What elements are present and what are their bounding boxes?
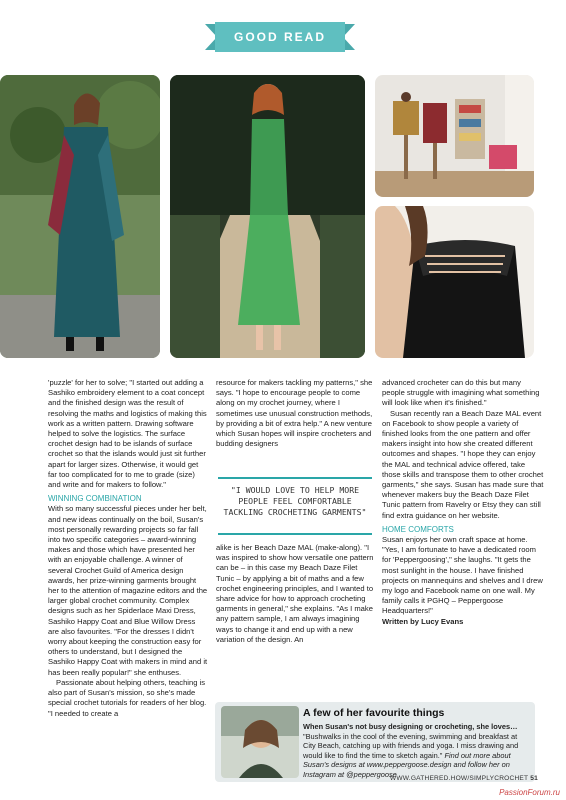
- section-banner: [205, 22, 355, 52]
- subhead-winning-combination: WINNING COMBINATION: [48, 494, 142, 504]
- article-column-2: [216, 378, 376, 449]
- byline: Written by Lucy Evans: [382, 616, 464, 626]
- column3-paragraph-2: Susan recently ran a Beach Daze MAL event on Facebook to show people a variety of finished looks from the one pattern and offer makers insight into how she created different outcomes and shapes. "I hope they can enjoy the MAL and technical advice offered, take those skills and transpose them to other crochet garments," she says. Susan has made sure that whenever makers buy the Beach Daze Filet Tunic pattern from Ravelry or Etsy they can still find extra guidance on her website.: [382, 408, 544, 520]
- article-column-2-continued: [216, 543, 376, 645]
- pull-quote: "I WOULD LOVE TO HELP MORE PEOPLE FEEL COMFORTABLE TACKLING CROCHETING GARMENTS": [223, 485, 367, 517]
- favourites-lead: When Susan's not busy designing or crocheting, she loves…: [303, 722, 518, 731]
- quote-top-rule: [218, 477, 372, 479]
- photo-green-dress: [170, 75, 365, 358]
- quote-bottom-rule: [218, 533, 372, 535]
- column1-paragraph-2: With so many successful pieces under her belt, and new ideas continually on the boil, Susan's most personally rewarding projects so far fall into two specific categories – award-winning makes and those which have presented her with an enjoyable challenge. A winner of several Crochet Guild of America design awards, her prize-winning garments brought her to the attention of magazine editors and the larger global crochet community. Complex designs such as her Spiderlace Maxi Dress, Sashiko Happy Coat and Blue Willow Dress are also favourites. "For the dresses I didn't worry about keeping the construction easy for others to understand, but I designed the Sashiko Happy Coat with makers in mind and it has been really popular!" she enthuses.: [48, 504, 208, 677]
- photo-maxi-dress: [0, 75, 160, 358]
- page-number: 51: [530, 775, 538, 782]
- favourites-quote: "Bushwalks in the cool of the evening, swimming and breakfast at City Beach, catching up with friends and yoga. I miss drawing and would like to find the time to sketch again.": [303, 731, 519, 760]
- article-column-3: [382, 378, 544, 627]
- avatar: [221, 706, 299, 778]
- watermark: PassionForum.ru: [499, 788, 560, 797]
- column3-paragraph-3: Susan enjoys her own craft space at home. "Yes, I am fortunate to have a dedicated room for 'Peppergoosing'," she laughs. "It gets the most sunlight in the house. I have finished projects on mannequins and shelves and I drew my logo and Facebook name on one wall. My family calls it PGHQ – Peppergoose Headquarters!": [382, 535, 543, 616]
- column2-paragraph-2: alike is her Beach Daze MAL (make-along). "I was inspired to show how versatile one pattern can be – in this case my Beach Daze Filet Tunic – by applying a bit of maths and a few crochet engineering principles, and I wanted to share advice for how to approach crocheting garments in general," she explains. "As I make any pattern sample, I am always imagining ways to change it and end up with a new variation of the design. An: [216, 543, 374, 644]
- favourites-body: [303, 722, 531, 780]
- page-footer: [390, 775, 538, 782]
- footer-url[interactable]: WWW.GATHERED.HOW/SIMPLYCROCHET: [389, 775, 529, 782]
- column2-paragraph-1: resource for makers tackling my patterns," she says. "I hope to encourage people to come along on my crochet journey, where I sometimes use unusual construction methods, by providing a bit of extra help." A new venture which Susan hopes will inspire crocheters and budding designers: [216, 378, 373, 449]
- banner-label: GOOD READ: [233, 30, 326, 44]
- photo-craft-room: [375, 75, 534, 197]
- favourites-more-info: Find out more about Susan's designs at www.peppergoose.design and follow her on Instagram at @peppergoose: [303, 750, 511, 779]
- column3-paragraph-1: advanced crocheter can do this but many people struggle with imagining what something will look like when it's finished.": [382, 378, 540, 408]
- column1-paragraph-1: 'puzzle' for her to solve; "I started out adding a Sashiko embroidery element to a coat concept and the finished design was the result of resolving the maths and logistics of making this work as a written pattern. Drawing software helped to solve the logistics. The surface crochet design had to be islands of surface crochet so that the islands would just sit further apart for larger sizes. Otherwise, it would get far too complicated for to me to grade (size) and write and for makers to follow.": [48, 378, 207, 490]
- column1-paragraph-3: Passionate about helping others, teaching is also part of Susan's mission, so she's made special crochet tutorials for readers of her blog. "I needed to create a: [48, 677, 207, 718]
- photo-black-top: [375, 206, 534, 358]
- article-column-1: [48, 378, 208, 719]
- favourites-title: A few of her favourite things: [303, 707, 445, 719]
- subhead-home-comforts: HOME COMFORTS: [382, 524, 454, 534]
- favourite-things-box: [215, 702, 535, 782]
